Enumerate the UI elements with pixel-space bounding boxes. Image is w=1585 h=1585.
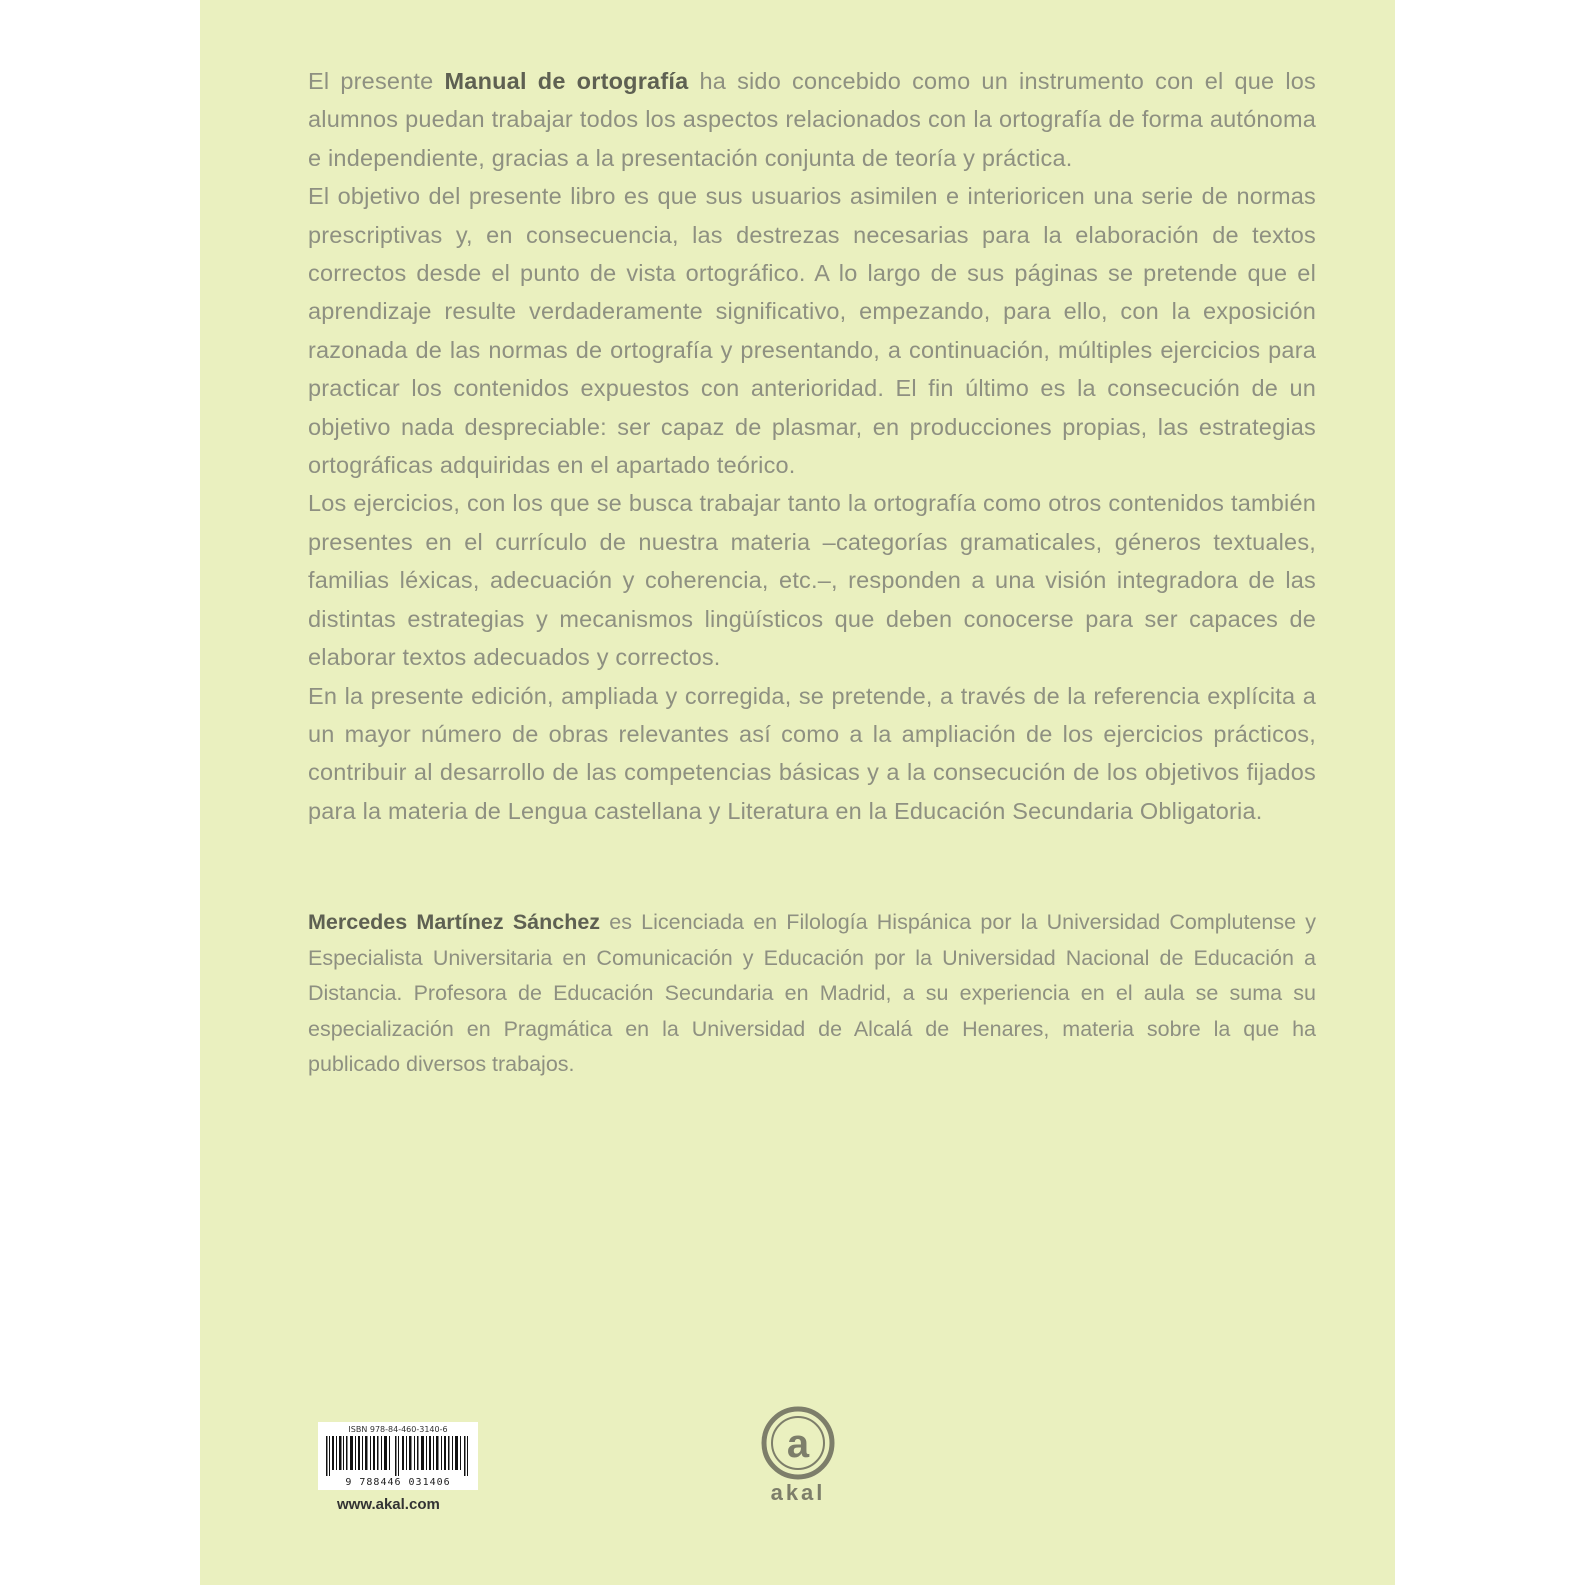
blurb-intro: El presente [308, 68, 445, 94]
author-name: Mercedes Martínez Sánchez [308, 910, 601, 934]
author-bio [308, 905, 1316, 1083]
blurb-intro-rest: ha sido concebido como un instrumento con el que los alumnos puedan trabajar todos los aspectos relacionados con la ortografía de forma autónoma e independiente, gracias a la presentación conjunta de teoría y práctica. [308, 68, 1316, 171]
author-bio-text: es Licenciada en Filología Hispánica por la Universidad Complutense y Especialista Universitaria en Comunicación y Educación por la Universidad Nacional de Educación a Distancia. Profesora de Educación Secundaria en Madrid, a su experiencia en el aula se suma su especialización en Pragmática en la Universidad de Alcalá de Henares, materia sobre la que ha publicado diversos trabajos. [308, 910, 1316, 1076]
blurb-paragraph-4: En la presente edición, ampliada y corregida, se pretende, a través de la referencia explícita a un mayor número de obras relevantes así como a la ampliación de los ejercicios prácticos, contribuir al desarrollo de las competencias básicas y a la consecución de los objetivos fijados para la materia de Lengua castellana y Literatura en la Educación Secundaria Obligatoria. [308, 682, 1316, 824]
barcode-icon [324, 1436, 472, 1476]
publisher-website: www.akal.com [337, 1496, 440, 1513]
back-cover [200, 0, 1395, 1585]
blurb-paragraph-1 [308, 62, 1316, 177]
barcode-label [318, 1422, 478, 1490]
akal-logo-icon [758, 1405, 838, 1483]
barcode-digits: 9 788446 031406 [345, 1477, 451, 1488]
publisher-name: akal [770, 1480, 826, 1505]
blurb-paragraph-3: Los ejercicios, con los que se busca trabajar tanto la ortografía como otros contenidos también presentes en el currículo de nuestra materia –categorías gramaticales, géneros textuales, familias léxicas, adecuación y coherencia, etc.–, responden a una visión integradora de las distintas estrategias y mecanismos lingüísticos que deben conocerse para ser capaces de elaborar textos adecuados y correctos. [308, 490, 1316, 671]
book-title: Manual de ortografía [444, 68, 689, 94]
logo-letter: a [786, 1422, 810, 1466]
blurb [308, 62, 1316, 830]
isbn-label: ISBN 978-84-460-3140-6 [348, 1425, 448, 1434]
blurb-paragraph-2: El objetivo del presente libro es que sus usuarios asimilen e interioricen una serie de normas prescriptivas y, en consecuencia, las destrezas necesarias para la elaboración de textos correctos desde el punto de vista ortográfico. A lo largo de sus páginas se pretende que el aprendizaje resulte verdaderamente significativo, empezando, para ello, con la exposición razonada de las normas de ortografía y presentando, a continuación, múltiples ejercicios para practicar los contenidos expuestos con anterioridad. El fin último es la consecución de un objetivo nada despreciable: ser capaz de plasmar, en producciones propias, las estrategias ortográficas adquiridas en el apartado teórico. [308, 183, 1316, 479]
